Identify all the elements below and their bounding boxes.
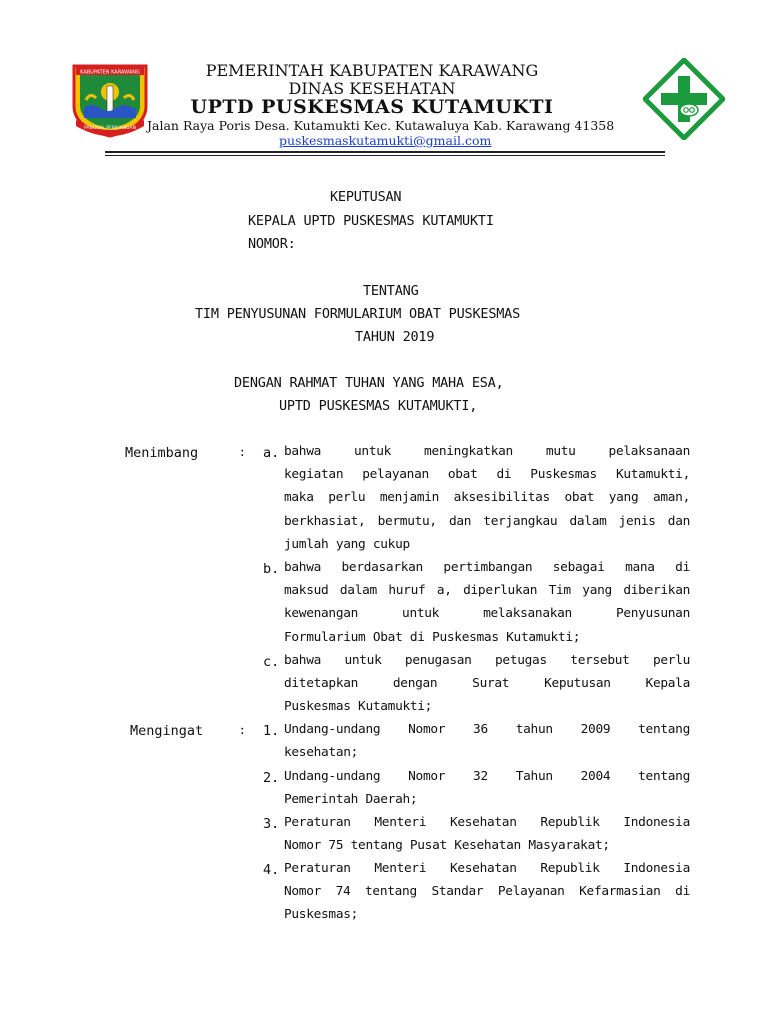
about-label: TENTANG bbox=[363, 283, 419, 299]
considering-marker-b: b. bbox=[263, 561, 280, 577]
decree-year: TAHUN 2019 bbox=[355, 329, 435, 345]
text-line: Formularium Obat di Puskesmas Kutamukti; bbox=[284, 629, 581, 645]
considering-label: Menimbang bbox=[125, 445, 199, 461]
remembering-marker-1: 1. bbox=[263, 723, 280, 739]
decree-subject: TIM PENYUSUNAN FORMULARIUM OBAT PUSKESMAS bbox=[195, 306, 521, 322]
svg-text:PANGKAL PERJUANGAN: PANGKAL PERJUANGAN bbox=[84, 126, 136, 131]
considering-item-a bbox=[284, 440, 690, 556]
letterhead-divider bbox=[105, 151, 665, 153]
svg-text:KABUPATEN KARAWANG: KABUPATEN KARAWANG bbox=[80, 69, 140, 76]
text-line: kegiatan pelayanan obat di Puskesmas Kutamukti, bbox=[284, 467, 690, 483]
decree-heading: KEPUTUSAN bbox=[330, 189, 402, 205]
text-line: ditetapkan dengan Surat Keputusan Kepala bbox=[284, 676, 690, 692]
issuing-authority: UPTD PUSKESMAS KUTAMUKTI, bbox=[279, 398, 478, 414]
considering-colon: : bbox=[240, 444, 245, 460]
text-line: Peraturan Menteri Kesehatan Republik Indonesia bbox=[284, 861, 690, 876]
institution-address: Jalan Raya Poris Desa. Kutamukti Kec. Kutawaluya Kab. Karawang 41358 bbox=[147, 118, 615, 133]
decree-issuer-title: KEPALA UPTD PUSKESMAS KUTAMUKTI bbox=[248, 213, 494, 229]
remembering-label: Mengingat bbox=[130, 723, 204, 739]
remembering-marker-4: 4. bbox=[263, 862, 280, 878]
remembering-marker-3: 3. bbox=[263, 816, 280, 832]
remembering-item-4 bbox=[284, 857, 690, 927]
text-line: bahwa untuk meningkatkan mutu pelaksanaan bbox=[284, 444, 690, 459]
text-line: Puskesmas; bbox=[284, 907, 359, 923]
text-line: bahwa berdasarkan pertimbangan sebagai mana di bbox=[284, 560, 690, 575]
text-line: Nomor 74 tentang Standar Pelayanan Kefarmasian di bbox=[284, 884, 690, 900]
remembering-marker-2: 2. bbox=[263, 770, 280, 786]
remembering-item-2 bbox=[284, 765, 690, 811]
considering-item-c bbox=[284, 649, 690, 719]
department-name: DINAS KESEHATAN bbox=[288, 79, 456, 98]
text-line: berkhasiat, bermutu, dan terjangkau dalam jenis dan bbox=[284, 513, 690, 529]
invocation: DENGAN RAHMAT TUHAN YANG MAHA ESA, bbox=[234, 375, 504, 391]
text-line: maksud dalam huruf a, diperlukan Tim yang diberikan bbox=[284, 583, 690, 599]
considering-item-b bbox=[284, 556, 690, 649]
letterhead-divider-thin bbox=[105, 155, 665, 156]
government-name: PEMERINTAH KABUPATEN KARAWANG bbox=[205, 61, 539, 80]
text-line: Undang-undang Nomor 32 Tahun 2004 tentang bbox=[284, 769, 690, 784]
remembering-colon: : bbox=[240, 722, 245, 738]
text-line: bahwa untuk penugasan petugas tersebut perlu bbox=[284, 653, 690, 668]
text-line: Pemerintah Daerah; bbox=[284, 792, 418, 808]
text-line: Undang-undang Nomor 36 tahun 2009 tentang bbox=[284, 722, 690, 737]
email-link[interactable]: puskesmaskutamukti@gmail.com bbox=[279, 133, 492, 148]
remembering-item-3 bbox=[284, 811, 690, 857]
decree-number: NOMOR: bbox=[248, 236, 296, 252]
text-line: Puskesmas Kutamukti; bbox=[284, 699, 433, 715]
text-line: kewenangan untuk melaksanakan Penyusunan bbox=[284, 606, 690, 622]
institution-name: UPTD PUSKESMAS KUTAMUKTI bbox=[190, 96, 554, 118]
considering-marker-a: a. bbox=[263, 445, 280, 461]
considering-marker-c: c. bbox=[263, 654, 280, 670]
text-line: kesehatan; bbox=[284, 745, 359, 761]
remembering-item-1 bbox=[284, 718, 690, 764]
text-line: maka perlu menjamin aksesibilitas obat yang aman, bbox=[284, 490, 690, 506]
text-line: Nomor 75 tentang Pusat Kesehatan Masyarakat; bbox=[284, 838, 610, 854]
text-line: Peraturan Menteri Kesehatan Republik Indonesia bbox=[284, 815, 690, 830]
text-line: jumlah yang cukup bbox=[284, 536, 410, 552]
puskesmas-logo-icon bbox=[643, 58, 725, 140]
